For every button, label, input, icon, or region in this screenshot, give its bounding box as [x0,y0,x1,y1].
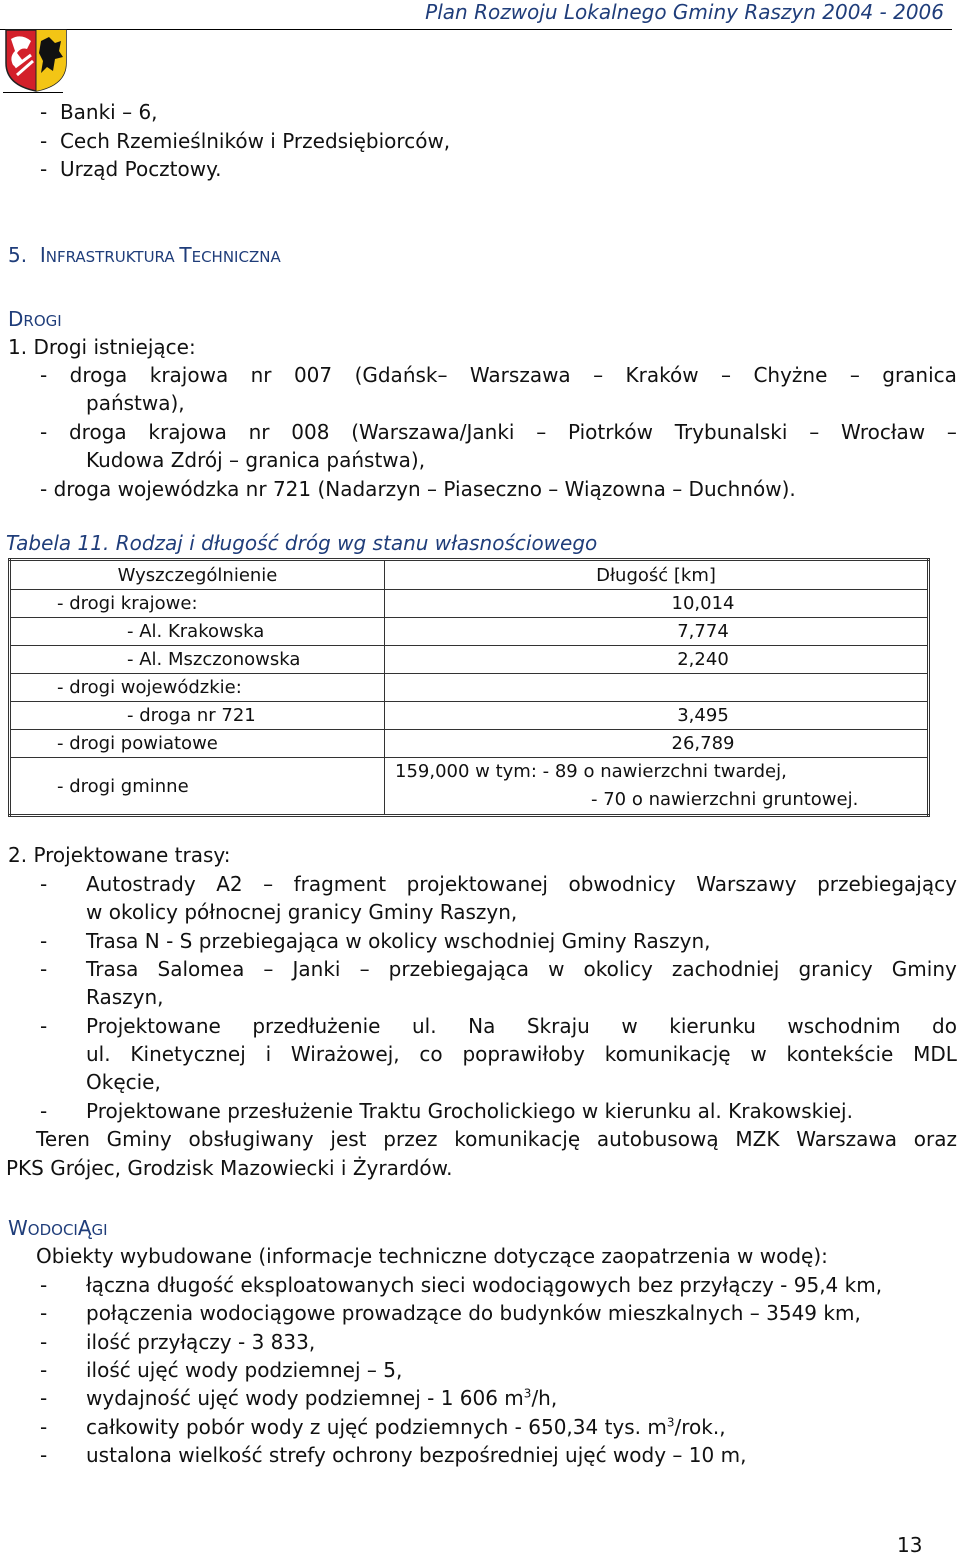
table-row [10,702,929,730]
list-item: - Urząd Pocztowy. [40,157,222,181]
list-item: ustalona wielkość strefy ochrony bezpośredniej ujęć wody – 10 m, [86,1443,747,1467]
list-item: Projektowane przedłużenie ul. Na Skraju w kierunku wschodnim do [86,1014,957,1038]
table-cell-line: 159,000 w tym: - 89 o nawierzchni twardej, [395,761,787,782]
table-cell: 2,240 [385,646,929,674]
list-item-text: Banki – 6, [59,100,158,124]
table-row [10,674,929,702]
table-cell: 3,495 [385,702,929,730]
list-dash: - [40,957,48,981]
paragraph-cont: PKS Grójec, Grodzisk Mazowiecki i Żyrardów. [6,1156,453,1180]
paragraph: Obiekty wybudowane (informacje techniczne dotyczące zaopatrzenia w wodę): [36,1244,828,1268]
road-line: - droga wojewódzka nr 721 (Nadarzyn – Piaseczno – Wiązowna – Duchnów). [40,477,796,501]
road-line: - droga krajowa nr 007 (Gdańsk– Warszawa – Kraków – Chyżne – granica [40,363,957,387]
list-item-cont: Raszyn, [86,985,164,1009]
table-cell: - drogi krajowe: [57,593,198,614]
table-cell: 10,014 [385,590,929,618]
numbered-item: 2. Projektowane trasy: [8,843,231,867]
list-dash: - [40,1099,48,1123]
table-row [10,590,929,618]
table-cell: - drogi gminne [57,775,189,797]
table-row [10,646,929,674]
list-item: połączenia wodociągowe prowadzące do budynków mieszkalnych – 3549 km, [86,1301,861,1325]
list-dash: - [40,929,48,953]
list-dash: - [40,1386,48,1410]
table-caption: Tabela 11. Rodzaj i długość dróg wg stanu własnościowego [6,531,598,555]
table-header-row [10,560,929,590]
road-line-cont: Kudowa Zdrój – granica państwa), [86,448,426,472]
table-cell: - drogi powiatowe [57,733,218,754]
list-item: ilość ujęć wody podziemnej – 5, [86,1358,403,1382]
list-dash: - [40,1358,48,1382]
list-item: Projektowane przesłużenie Traktu Grocholickiego w kierunku al. Krakowskiej. [86,1099,853,1123]
table-cell: - Al. Mszczonowska [127,649,301,670]
table-cell: - Al. Krakowska [127,621,265,642]
table-cell: 7,774 [385,618,929,646]
numbered-item: 1. Drogi istniejące: [8,335,196,359]
list-item-text: Cech Rzemieślników i Przedsiębiorców, [59,129,451,153]
table-row [10,618,929,646]
table-cell: - drogi wojewódzkie: [57,677,242,698]
list-item: - Cech Rzemieślników i Przedsiębiorców, [40,129,451,153]
list-dash: - [40,1014,48,1038]
table-row [10,730,929,758]
list-item-cont: ul. Kinetycznej i Wirażowej, co poprawiłoby komunikację w kontekście MDL [86,1042,957,1066]
list-item-cont: Okęcie, [86,1070,161,1094]
road-line-cont: państwa), [86,391,185,415]
list-dash: - [40,872,48,896]
page-number: 13 [897,1533,923,1557]
list-item: całkowity pobór wody z ujęć podziemnych - 650,34 tys. $m^3$/rok., [86,1415,726,1439]
table-cell [385,674,929,702]
subsection-heading: WODOCIĄGI [8,1216,108,1240]
list-item: Trasa N - S przebiegająca w okolicy wschodniej Gminy Raszyn, [86,929,711,953]
column-header: Wyszczególnienie [10,560,385,590]
roads-table [8,558,930,817]
table-cell-line: - 70 o nawierzchni gruntowej. [591,789,859,810]
section-heading: 5. INFRASTRUKTURA TECHNICZNA [8,243,281,267]
list-dash: - [40,1301,48,1325]
list-item: Autostrady A2 – fragment projektowanej obwodnicy Warszawy przebiegający [86,872,957,896]
list-item-cont: w okolicy północnej granicy Gminy Raszyn, [86,900,518,924]
column-header: Długość [km] [385,560,929,590]
list-item: ilość przyłączy - 3 833, [86,1330,316,1354]
table-row [10,758,929,816]
road-line: - droga krajowa nr 008 (Warszawa/Janki – Piotrków Trybunalski – Wrocław – [40,420,957,444]
coat-of-arms-icon [3,27,69,93]
list-dash: - [40,1415,48,1439]
crest-base-line [3,92,63,93]
list-item: wydajność ujęć wody podziemnej - 1 606 $m^3/h$, [86,1386,558,1410]
table-cell: - droga nr 721 [127,705,256,726]
subsection-heading: DROGI [8,307,62,331]
list-dash: - [40,1273,48,1297]
table-cell: 26,789 [385,730,929,758]
table-cell [385,758,929,816]
list-item: Trasa Salomea – Janki – przebiegająca w okolicy zachodniej granicy Gminy [86,957,957,981]
list-item: łączna długość eksploatowanych sieci wodociągowych bez przyłączy - 95,4 km, [86,1273,883,1297]
header-rule [0,29,952,30]
list-dash: - [40,1330,48,1354]
paragraph: Teren Gminy obsługiwany jest przez komunikację autobusową MZK Warszawa oraz [36,1127,957,1151]
list-item: - Banki – 6, [40,100,158,124]
list-dash: - [40,1443,48,1467]
document-header-title: Plan Rozwoju Lokalnego Gminy Raszyn 2004 - 2006 [425,0,944,24]
list-item-text: Urząd Pocztowy. [59,157,222,181]
